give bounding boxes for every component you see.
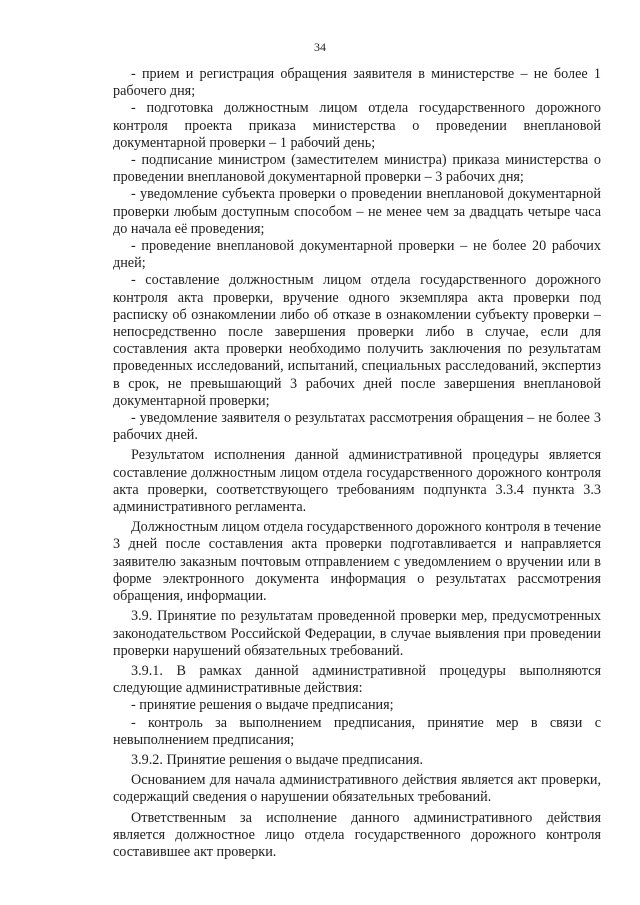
paragraph-order-signing: - подписание министром (заместителем министра) приказа министерства о проведении внеплановой документарной проверки – 3 рабочих дня; xyxy=(113,152,601,186)
paragraph-section-3-9-2: 3.9.2. Принятие решения о выдаче предписания. xyxy=(131,751,424,768)
page-number: 34 xyxy=(314,40,326,54)
paragraph-action-basis: Основанием для начала административного действия является акт проверки, содержащий сведения о нарушении обязательных требований. xyxy=(113,772,601,806)
paragraph-section-3-9-1: 3.9.1. В рамках данной административной процедуры выполняются следующие административные действия: xyxy=(113,662,601,697)
paragraph-subject-notification: - уведомление субъекта проверки о проведении внеплановой документарной проверки любым доступным способом – не менее чем за двадцать четыре часа до начала её проведения; xyxy=(113,186,601,237)
paragraph-inspection-act: - составление должностным лицом отдела государственного дорожного контроля акта проверки, вручение одного экземпляра акта проверки под расписку об ознакомлении либо об отказе в ознакомлении субъекту проверки – непосредственно после завершения проверки либо в случае, если для составления акта проверки необходимо получить заключения по результатам проведенных исследований, испытаний, специальных расследований, экспертиз в срок, не превышающий 3 рабочих дней после завершения внеплановой документарной проверки; xyxy=(113,272,601,409)
paragraph-order-preparation: - подготовка должностным лицом отдела государственного дорожного контроля проекта приказа министерства о проведении внеплановой документарной проверки – 1 рабочий день; xyxy=(113,100,601,151)
document-body xyxy=(113,66,601,861)
paragraph-inspection-duration: - проведение внеплановой документарной проверки – не более 20 рабочих дней; xyxy=(113,238,601,272)
paragraph-responsible-official: Ответственным за исполнение данного административного действия является должностное лицо отдела государственного дорожного контроля составившее акт проверки. xyxy=(113,809,601,860)
paragraph-issue-decision: - принятие решения о выдаче предписания; xyxy=(131,697,394,714)
paragraph-receipt-registration: - прием и регистрация обращения заявителя в министерстве – не более 1 рабочего дня; xyxy=(113,66,601,100)
paragraph-procedure-result: Результатом исполнения данной административной процедуры является составление должностным лицом отдела государственного дорожного контроля акта проверки, соответствующего требованиям подпункта 3.3.4 пункта 3.3 административного регламента. xyxy=(113,447,601,516)
paragraph-section-3-9: 3.9. Принятие по результатам проведенной проверки мер, предусмотренных законодательством Российской Федерации, в случае выявления при проведении проверки нарушений обязательных требований. xyxy=(113,608,601,659)
paragraph-result-mailing: Должностным лицом отдела государственного дорожного контроля в течение 3 дней после составления акта проверки подготавливается и направляется заявителю заказным почтовым отправлением с уведомлением о вручении или в форме электронного документа информация о результатах рассмотрения обращения, информации. xyxy=(113,519,601,605)
paragraph-execution-control: - контроль за выполнением предписания, принятие мер в связи с невыполнением предписания; xyxy=(113,714,601,748)
paragraph-applicant-notification: - уведомление заявителя о результатах рассмотрения обращения – не более 3 рабочих дней. xyxy=(113,410,601,444)
